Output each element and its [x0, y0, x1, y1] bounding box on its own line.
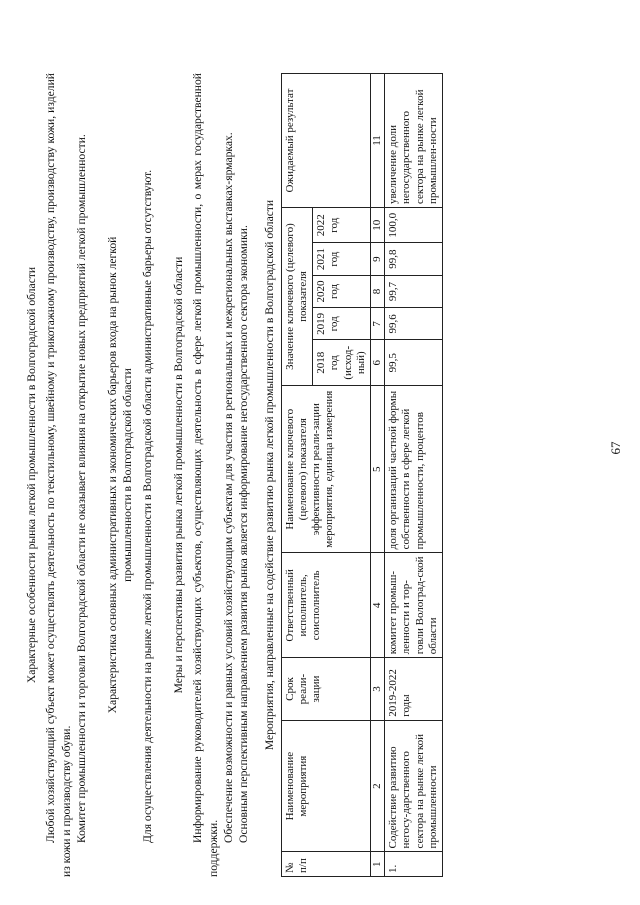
- paragraph: Комитет промышленности и торговли Волгоградской области не оказывает влияния на открытие новых предприятий легкой промышленности.: [74, 134, 88, 843]
- paragraph: Основным перспективным направлением развития рынка является информирование негосударственного сектора экономики.: [237, 225, 251, 843]
- column-number: 7: [370, 308, 384, 340]
- column-number: 2: [370, 720, 384, 852]
- header-year: 2021 год: [313, 243, 371, 275]
- cell-value: 99,7: [385, 275, 443, 307]
- cell-value: 100,0: [385, 207, 443, 242]
- table-row: [385, 74, 443, 877]
- header-year: 2020 год: [313, 275, 371, 307]
- column-number: 6: [370, 340, 384, 386]
- column-number: 8: [370, 275, 384, 307]
- section-title: Характерные особенности рынка легкой промышленности в Волгоградской области: [25, 266, 38, 684]
- header-values-group: Значение ключевого (целевого) показателя: [281, 207, 312, 385]
- header-responsible: Ответственный исполнитель, соисполнитель: [281, 553, 370, 658]
- cell-responsible: комитет промыш-ленности и тор-говли Волоград-ской области: [385, 553, 443, 658]
- paragraph: Любой хозяйствующий субъект может осуществлять деятельность по текстильному, швейному и трикотажному производству, производству кожи, изделий из кожи и производству обуви.: [44, 73, 73, 877]
- cell-value: 99,8: [385, 243, 443, 275]
- content-body: [18, 73, 443, 877]
- header-name: Наименование мероприятия: [281, 720, 370, 852]
- section-heading: Меры и перспективы развития рынка легкой промышленности в Волгоградской области: [172, 256, 186, 694]
- cell-term: 2019-2022 годы: [385, 658, 443, 720]
- cell-result: увеличение доли негосударственного сектора на рынке легкой промышлен-ности: [385, 74, 443, 208]
- paragraph: Для осуществления деятельности на рынке легкой промышленности в Волгоградской области административные барьеры отсутствуют.: [140, 169, 154, 843]
- column-number: 10: [370, 207, 384, 242]
- header-year: 2018 год (исход-ный): [313, 340, 371, 386]
- paragraph: Информирование руководителей хозяйствующих субъектов, осуществляющих деятельность в сфере легкой промышленности, о мерах государственной поддержки.: [191, 73, 220, 877]
- header-result: Ожидаемый результат: [281, 74, 370, 208]
- column-number: 11: [370, 74, 384, 208]
- rotated-content: [0, 45, 615, 905]
- header-num: № п/п: [281, 852, 370, 877]
- column-number: 9: [370, 243, 384, 275]
- cell-indicator: доля организаций частной формы собственности в сфере легкой промышленности, процентов: [385, 386, 443, 553]
- column-numbers-row: [370, 74, 384, 877]
- cell-name: Содействие развитию негосу-дарственного сектора на рынке легкой промышленности: [385, 720, 443, 852]
- measures-table: [281, 73, 443, 877]
- header-year: 2022 год: [313, 207, 371, 242]
- cell-num: 1.: [385, 852, 443, 877]
- column-number: 3: [370, 658, 384, 720]
- table-title: Мероприятия, направленные на содействие развитию рынка легкой промышленности в Волгоградской области: [262, 199, 276, 751]
- header-indicator: Наименование ключевого (целевого) показателя эффективности реали-зации мероприятия, единица измерения: [281, 386, 370, 553]
- column-number: 4: [370, 553, 384, 658]
- paragraph: Обеспечение возможности и равных условий хозяйствующим субъектам для участия в региональных и межрегиональных выставках-ярмарках.: [221, 132, 235, 843]
- cell-value: 99,6: [385, 308, 443, 340]
- column-number: 1: [370, 852, 384, 877]
- page-number: 67: [608, 441, 623, 455]
- column-number: 5: [370, 386, 384, 553]
- section-heading: Характеристика основных административных и экономических барьеров входа на рынок легкой промышленности в Волгоградской области: [106, 236, 135, 714]
- header-term: Срок реали-зации: [281, 658, 370, 720]
- table-header-row: [281, 74, 312, 877]
- header-year: 2019 год: [313, 308, 371, 340]
- cell-value: 99,5: [385, 340, 443, 386]
